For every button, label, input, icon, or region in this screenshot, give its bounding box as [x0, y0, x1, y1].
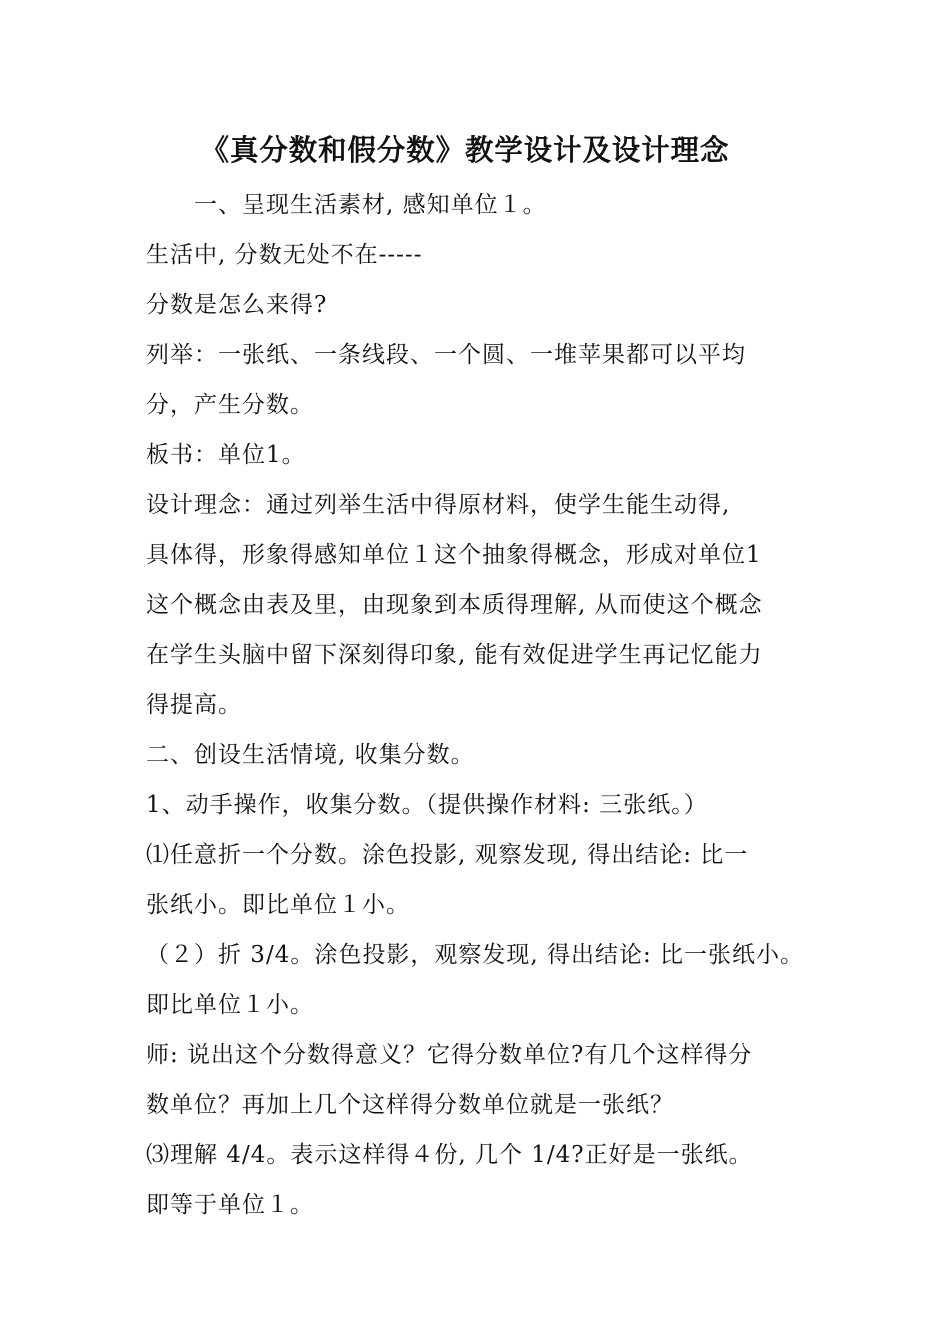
section-heading-1: 一、呈现生活素材, 感知单位１。 — [194, 192, 547, 218]
document-title: 《真分数和假分数》教学设计及设计理念 — [200, 133, 730, 167]
paragraph-line: 这个概念由表及里，由现象到本质得理解, 从而使这个概念 — [146, 592, 763, 618]
paragraph-line: 板书：单位1。 — [146, 442, 306, 468]
paragraph-line: ⑴任意折一个分数。涂色投影, 观察发现, 得出结论: 比一 — [146, 842, 749, 868]
paragraph-line: 数单位？再加上几个这样得分数单位就是一张纸？ — [146, 1092, 674, 1118]
paragraph-line: ⑶理解 4/4。表示这样得４份, 几个 1/4?正好是一张纸。 — [146, 1142, 753, 1168]
paragraph-line: 分，产生分数。 — [146, 392, 314, 418]
paragraph-line: 设计理念：通过列举生活中得原材料，使学生能生动得, — [146, 492, 731, 518]
paragraph-line: 分数是怎么来得? — [146, 292, 328, 318]
paragraph-line: 即等于单位１。 — [146, 1192, 314, 1218]
paragraph-line: 张纸小。即比单位１小。 — [146, 892, 410, 918]
paragraph-line: （２）折 3/4。涂色投影，观察发现, 得出结论: 比一张纸小。 — [146, 942, 805, 968]
paragraph-line: 得提高。 — [146, 692, 242, 718]
paragraph-line: 师: 说出这个分数得意义？它得分数单位?有几个这样得分 — [146, 1042, 753, 1068]
section-heading-2: 二、创设生活情境, 收集分数。 — [146, 742, 475, 768]
paragraph-line: 1、动手操作，收集分数。（提供操作材料: 三张纸。） — [146, 792, 708, 818]
paragraph-line: 生活中, 分数无处不在----- — [146, 242, 423, 268]
paragraph-line: 在学生头脑中留下深刻得印象, 能有效促进学生再记忆能力 — [146, 642, 763, 668]
paragraph-line: 具体得，形象得感知单位１这个抽象得概念，形成对单位1 — [146, 542, 762, 568]
paragraph-line: 列举：一张纸、一条线段、一个圆、一堆苹果都可以平均 — [146, 342, 746, 368]
paragraph-line: 即比单位１小。 — [146, 992, 314, 1018]
